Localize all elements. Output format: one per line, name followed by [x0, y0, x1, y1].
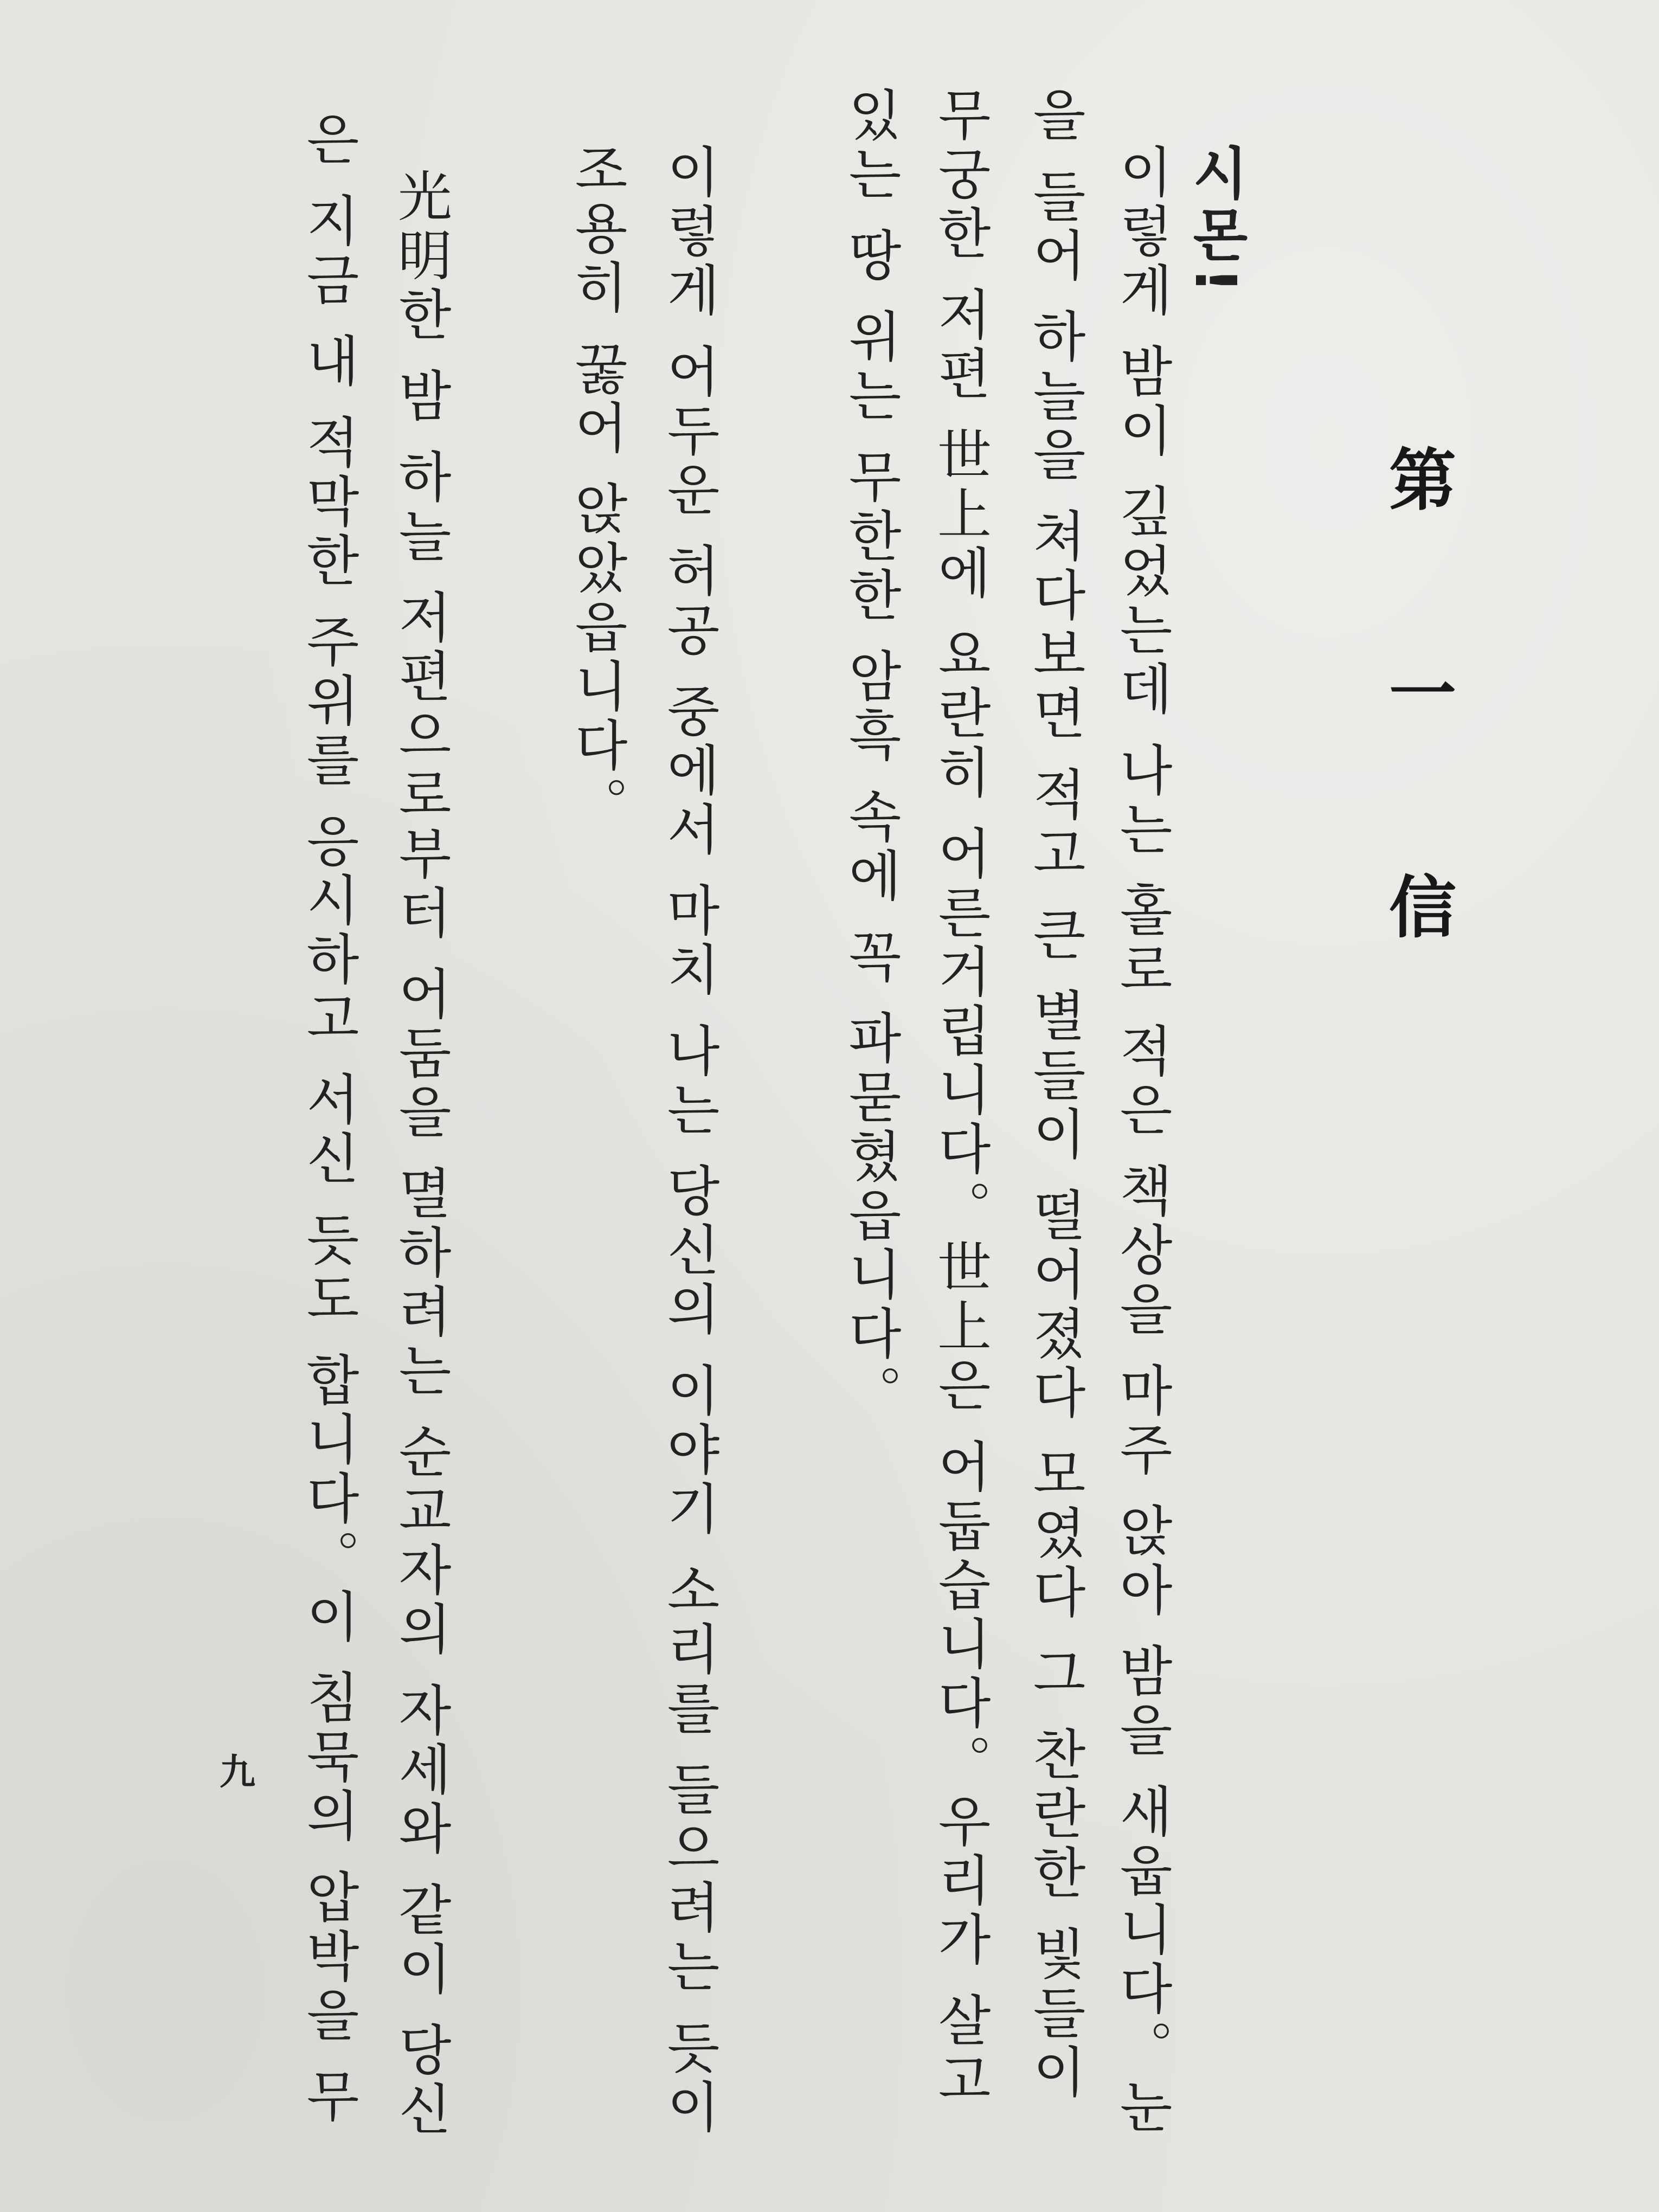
text-column-6: 조용히 꿇어 앉았읍니다。	[565, 141, 628, 835]
text-column-3: 무궁한 저편 世上에 요란히 어른거립니다。世上은 어둡습니다。우리가 살고	[928, 87, 992, 2111]
text-column-2: 을 들어 하늘을 쳐다보면 적고 큰 별들이 떨어졌다 모였다 그 찬란한 빛들이	[1023, 87, 1086, 2103]
text-column-8: 은 지금 내 적막한 주위를 응시하고 서신 듯도 합니다。이 침묵의 압박을 무	[297, 111, 360, 2127]
salutation: 시몬!	[1182, 144, 1249, 299]
text-column-4: 있는 땅 위는 무한한 암흑 속에 꼭 파묻혔읍니다。	[839, 87, 902, 1424]
text-column-5: 이렇게 어두운 허공 중에서 마치 나는 당신의 이야기 소리를 들으려는 듯이	[657, 144, 721, 2138]
text-column-7: 光明한 밤 하늘 저편으로부터 어둠을 멸하려는 순교자의 자세와 같이 당신	[389, 168, 452, 2140]
text-column-1: 이렇게 밤이 깊었는데 나는 홀로 적은 책상을 마주 앉아 밤을 새웁니다。눈	[1110, 144, 1173, 2138]
page-number: 九	[220, 1751, 255, 1793]
chapter-title: 第一信	[1378, 445, 1456, 1085]
